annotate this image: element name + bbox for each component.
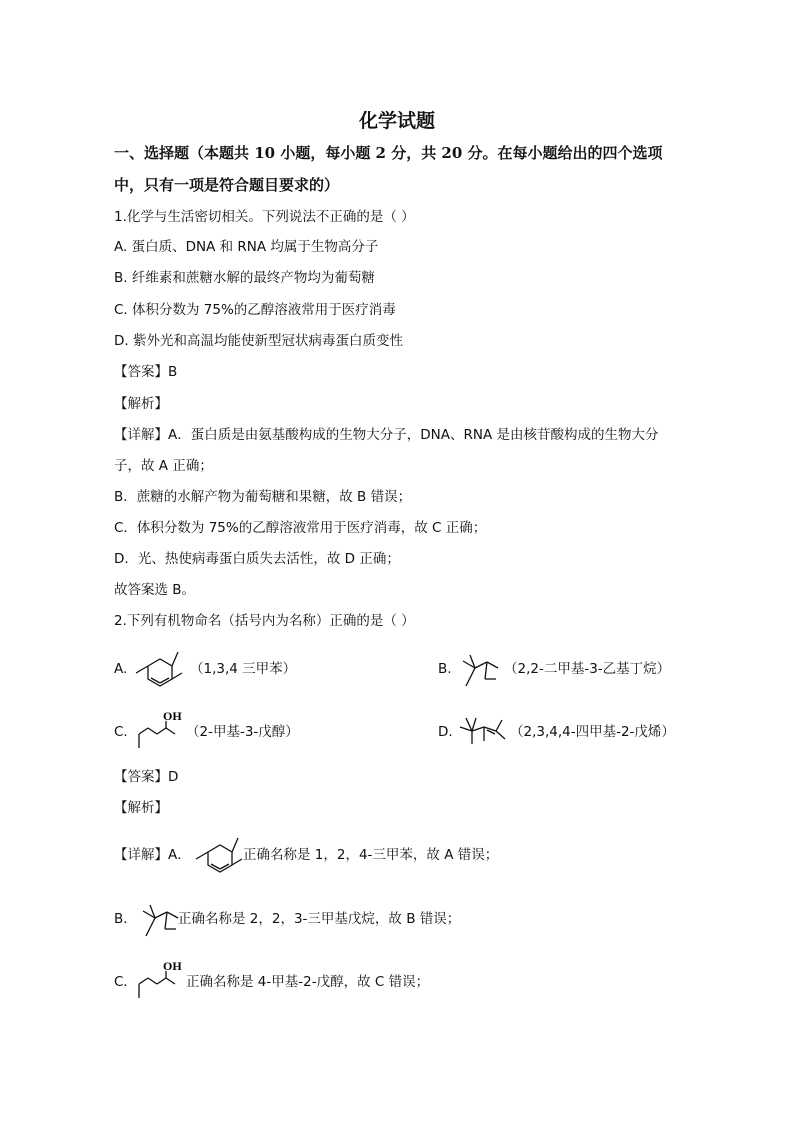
pentanol-structure-c: [136, 708, 186, 752]
q2-option-c-label: C.: [114, 724, 128, 740]
q1-detail-line5: D．光、热使病毒蛋白质失去活性，故 D 正确；: [114, 551, 400, 567]
q1-answer: 【答案】B: [114, 364, 178, 380]
q2-option-a-label: A.: [114, 661, 128, 677]
q2-option-d-name: （2,3,4,4-四甲基-2-戊烯）: [510, 724, 675, 740]
oh-group-label-detail: OH: [163, 959, 182, 973]
q1-detail-line3: B．蔗糖的水解产物为葡萄糖和果糖，故 B 错误；: [114, 489, 412, 505]
oh-group-label: OH: [163, 709, 182, 723]
q1-detail-line4: C．体积分数为 75%的乙醇溶液常用于医疗消毒，故 C 正确；: [114, 520, 487, 536]
q2-detail-a-prefix: 【详解】A．: [114, 847, 191, 863]
q2-option-b-name: （2,2-二甲基-3-乙基丁烷）: [504, 661, 671, 677]
q1-detail-line6: 故答案选 B。: [114, 582, 196, 598]
trimethylbenzene-structure-detail: [194, 834, 246, 874]
q1-option-d: D. 紫外光和高温均能使新型冠状病毒蛋白质变性: [114, 333, 403, 349]
section-heading-line1: 一、选择题（本题共 10 小题，每小题 2 分，共 20 分。在每小题给出的四个选项: [114, 144, 663, 162]
section-heading-line2: 中，只有一项是符合题目要求的）: [114, 176, 340, 194]
q2-detail-b-text: 正确名称是 2，2，3-三甲基戊烷，故 B 错误；: [178, 911, 461, 927]
q2-option-d-label: D.: [438, 724, 453, 740]
q2-detail-c-prefix: C．: [114, 974, 137, 990]
q2-detail-b-prefix: B．: [114, 911, 137, 927]
q2-option-c-name: （2-甲基-3-戊醇）: [186, 724, 299, 740]
q2-answer: 【答案】D: [114, 769, 179, 785]
q1-option-c: C. 体积分数为 75%的乙醇溶液常用于医疗消毒: [114, 302, 396, 318]
alkane-structure-b: [458, 650, 504, 692]
q2-stem: 2.下列有机物命名（括号内为名称）正确的是（ ）: [114, 613, 415, 629]
trimethylbenzene-structure-a: [134, 648, 186, 688]
q1-option-b: B. 纤维素和蔗糖水解的最终产物均为葡萄糖: [114, 270, 375, 286]
q1-detail-line2: 子，故 A 正确；: [114, 458, 213, 474]
page-title: 化学试题: [358, 110, 435, 132]
q2-detail-c-text: 正确名称是 4-甲基-2-戊醇，故 C 错误；: [186, 974, 430, 990]
q1-stem: 1.化学与生活密切相关。下列说法不正确的是（ ）: [114, 209, 415, 225]
pentanol-structure-detail: [136, 958, 186, 1002]
pentene-structure-d: [458, 714, 510, 750]
q2-detail-a-text: 正确名称是 1，2，4-三甲苯，故 A 错误；: [243, 847, 499, 863]
q1-analysis-label: 【解析】: [114, 396, 168, 412]
q2-option-b-label: B.: [438, 661, 452, 677]
q1-detail-line1: 【详解】A．蛋白质是由氨基酸构成的生物大分子，DNA、RNA 是由核苷酸构成的生物大分: [114, 427, 659, 443]
q2-analysis-label: 【解析】: [114, 800, 168, 816]
q2-option-a-name: （1,3,4 三甲苯）: [190, 661, 297, 677]
q1-option-a: A. 蛋白质、DNA 和 RNA 均属于生物高分子: [114, 239, 379, 255]
